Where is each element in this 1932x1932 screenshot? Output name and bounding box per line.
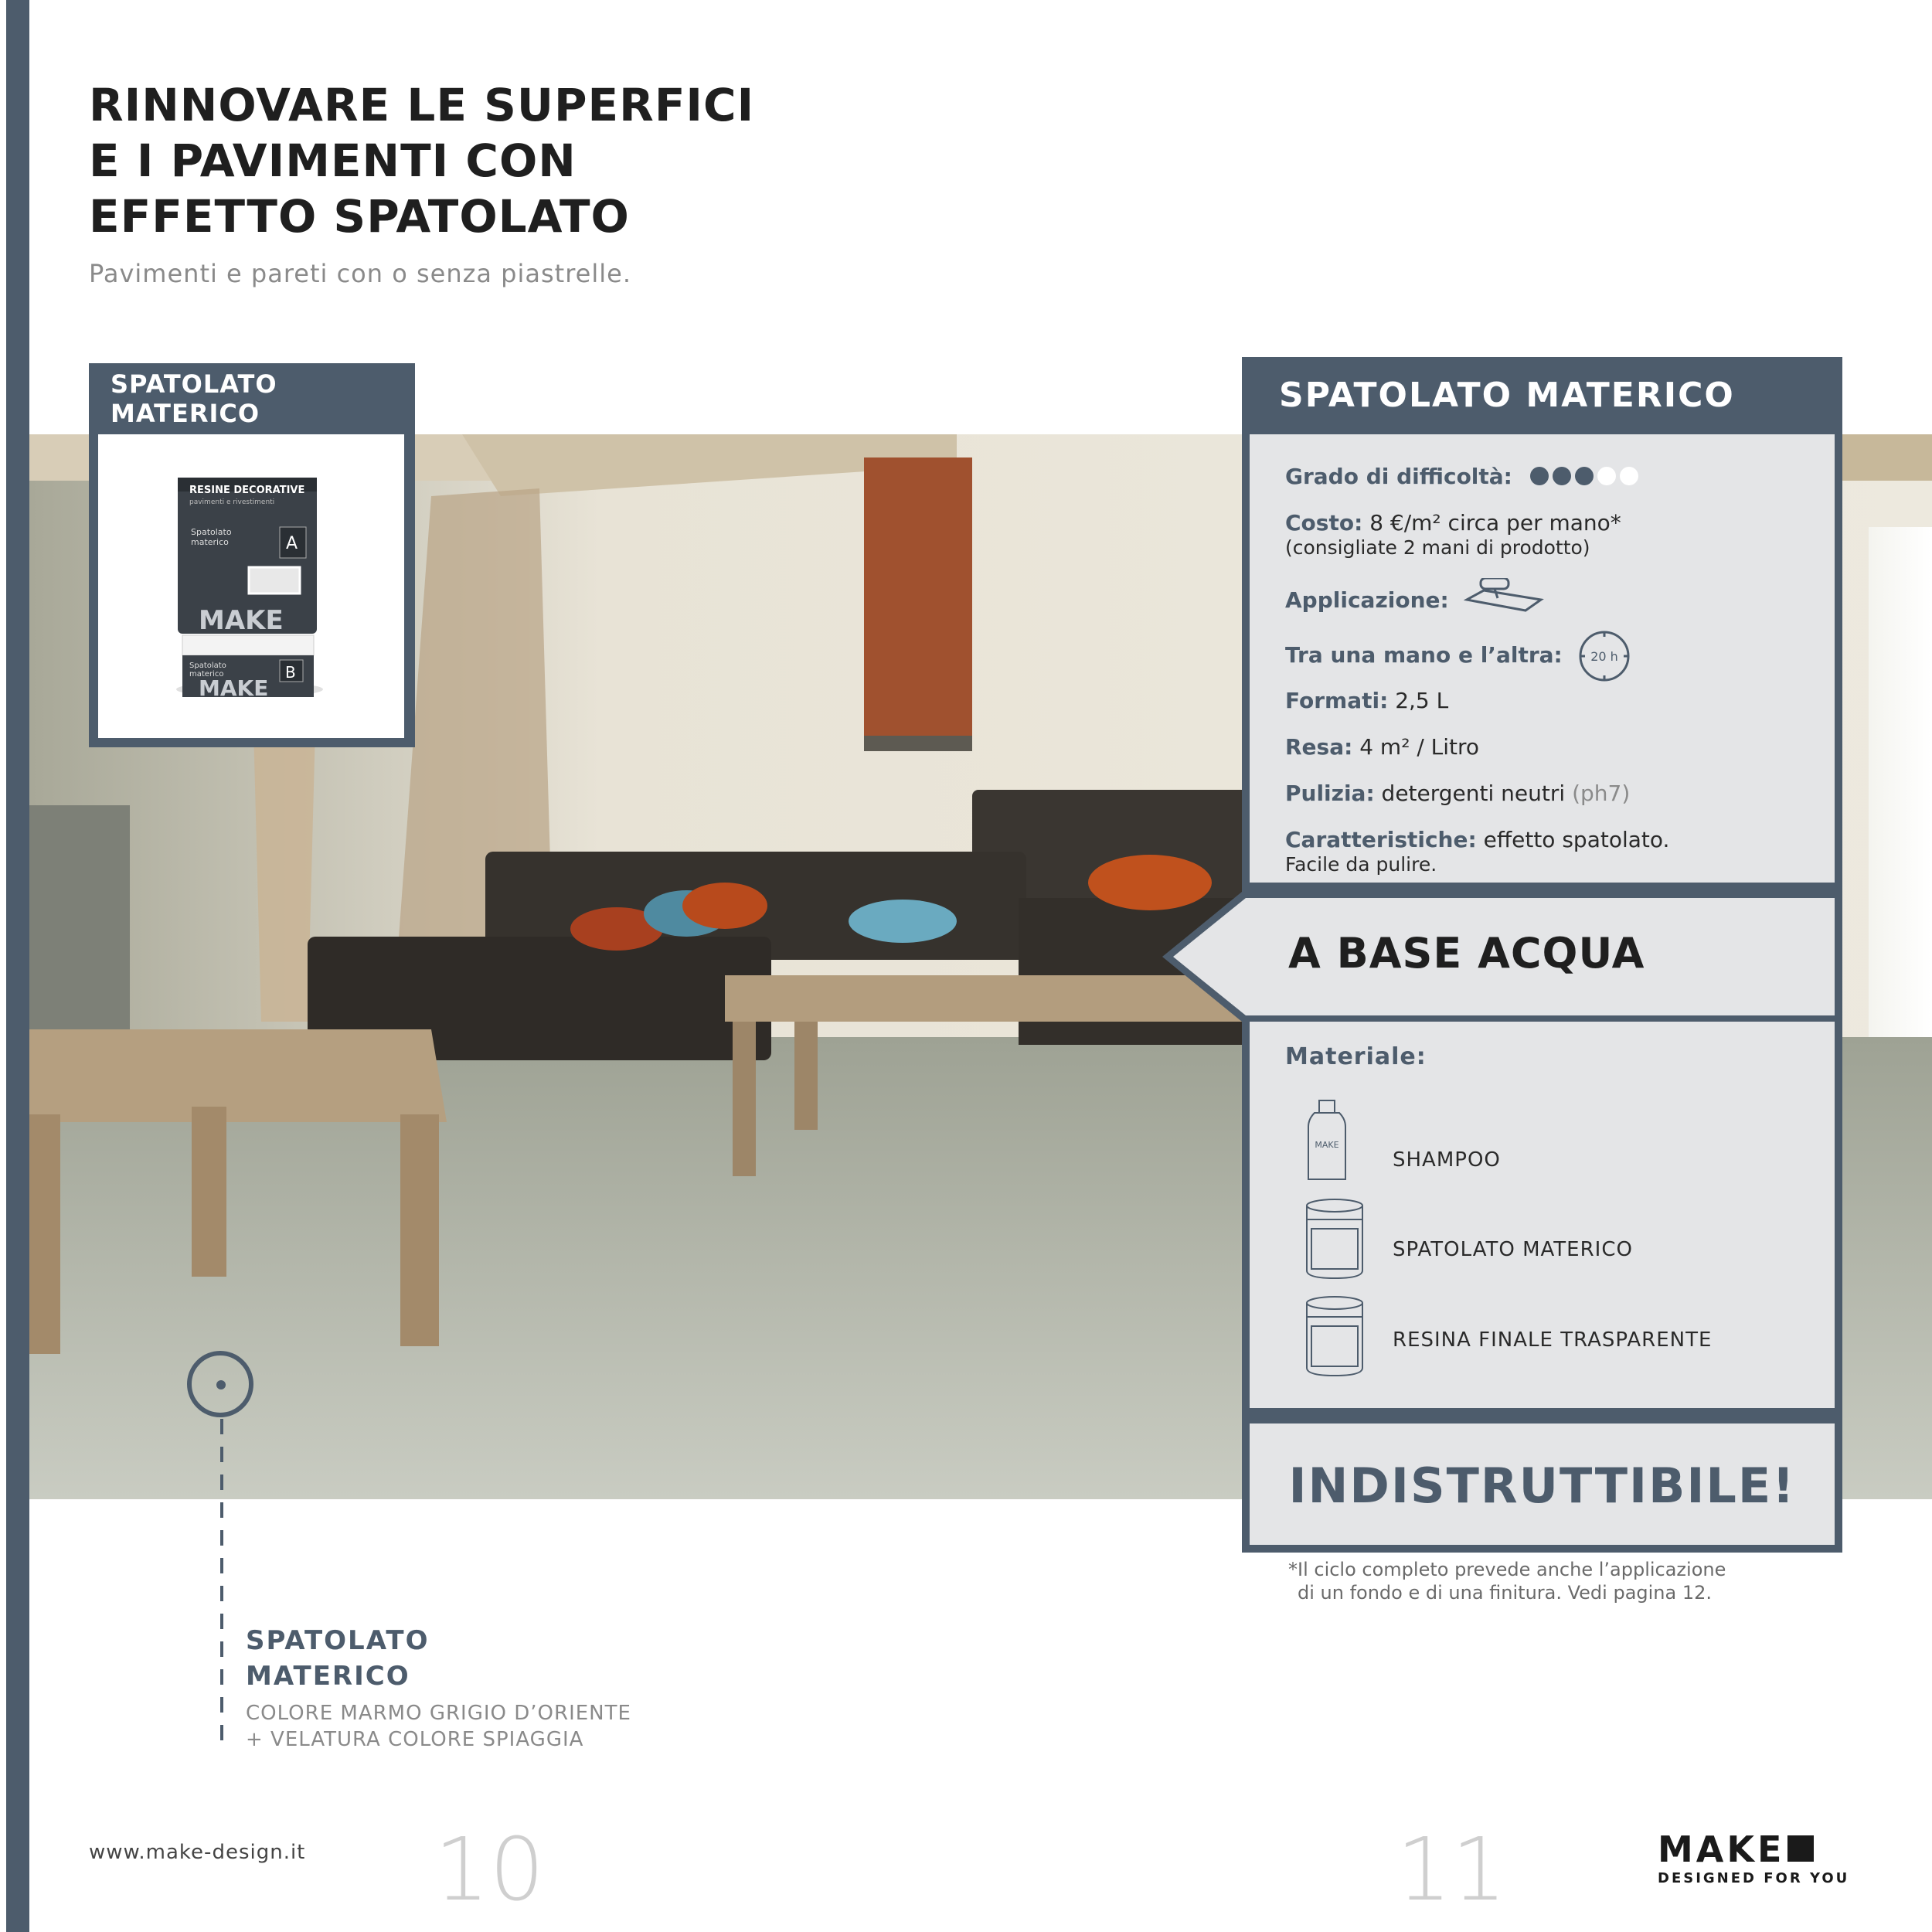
page-number-right: 11 bbox=[1396, 1820, 1507, 1920]
cleaning-value: detergenti neutri bbox=[1381, 781, 1566, 806]
cost-label: Costo: bbox=[1285, 510, 1363, 536]
cleaning-note: (ph7) bbox=[1572, 781, 1631, 806]
cost-row bbox=[1285, 510, 1621, 536]
product-card-title-line: MATERICO bbox=[111, 399, 260, 428]
materials-panel bbox=[1242, 1022, 1842, 1417]
difficulty-dot-empty bbox=[1597, 467, 1616, 485]
features-value: effetto spatolato. bbox=[1483, 827, 1670, 852]
difficulty-dot-filled bbox=[1530, 467, 1549, 485]
photo-caption bbox=[246, 1623, 631, 1753]
title-line: E I PAVIMENTI CON bbox=[89, 134, 577, 187]
tagline-body bbox=[1250, 1423, 1835, 1545]
product-image bbox=[98, 434, 404, 738]
difficulty-dot-empty bbox=[1620, 467, 1638, 485]
cost-value: 8 €/m² circa per mano* bbox=[1369, 510, 1621, 536]
tagline-panel bbox=[1242, 1417, 1842, 1553]
footnote-line: di un fondo e di una finitura. Vedi pagina 12. bbox=[1298, 1582, 1713, 1604]
caption-title-line: SPATOLATO bbox=[246, 1625, 430, 1656]
formats-value: 2,5 L bbox=[1395, 688, 1449, 713]
svg-text:MAKE: MAKE bbox=[199, 605, 284, 636]
svg-text:B: B bbox=[285, 663, 296, 682]
brand-logo bbox=[1658, 1828, 1850, 1886]
marker-dashed-line bbox=[220, 1419, 223, 1751]
trowel-icon bbox=[1464, 578, 1549, 624]
application-label: Applicazione: bbox=[1285, 587, 1449, 613]
material-item-spatolato: SPATOLATO MATERICO bbox=[1393, 1238, 1633, 1261]
product-info-panel bbox=[1242, 357, 1842, 892]
caption-sub-line: + VELATURA COLORE SPIAGGIA bbox=[246, 1728, 584, 1751]
page-number-left: 10 bbox=[434, 1820, 545, 1920]
left-accent-bar bbox=[6, 0, 29, 1932]
caption-subtitle bbox=[246, 1700, 631, 1753]
logo-word-text: MAKE bbox=[1658, 1828, 1785, 1870]
svg-text:RESINE DECORATIVE: RESINE DECORATIVE bbox=[189, 485, 305, 496]
yield-value: 4 m² / Litro bbox=[1359, 734, 1480, 760]
location-marker-dot bbox=[216, 1380, 226, 1389]
yield-label: Resa: bbox=[1285, 734, 1353, 760]
paint-can-image bbox=[98, 434, 404, 738]
cost-note: (consigliate 2 mani di prodotto) bbox=[1285, 536, 1590, 559]
logo-tagline: DESIGNED FOR YOU bbox=[1658, 1870, 1850, 1886]
material-item-shampoo: SHAMPOO bbox=[1393, 1148, 1501, 1172]
footnote bbox=[1288, 1558, 1726, 1604]
svg-text:materico: materico bbox=[189, 670, 224, 679]
features-row bbox=[1285, 827, 1669, 852]
difficulty-label: Grado di difficoltà: bbox=[1285, 464, 1512, 489]
svg-text:materico: materico bbox=[191, 537, 229, 547]
page-title bbox=[89, 77, 754, 244]
svg-text:MAKE: MAKE bbox=[1315, 1140, 1339, 1150]
caption-sub-line: COLORE MARMO GRIGIO D’ORIENTE bbox=[246, 1702, 631, 1725]
tagline-text: INDISTRUTTIBILE! bbox=[1288, 1458, 1796, 1514]
title-line: EFFETTO SPATOLATO bbox=[89, 190, 630, 243]
application-row bbox=[1285, 578, 1549, 624]
svg-text:pavimenti e rivestimenti: pavimenti e rivestimenti bbox=[189, 498, 275, 506]
materials-title: Materiale: bbox=[1285, 1043, 1427, 1070]
between-coats-row bbox=[1285, 629, 1631, 683]
footnote-line: *Il ciclo completo prevede anche l’applicazione bbox=[1288, 1559, 1726, 1580]
website-link[interactable]: www.make-design.it bbox=[89, 1841, 306, 1864]
cleaning-label: Pulizia: bbox=[1285, 781, 1375, 806]
product-card-title-line: SPATOLATO bbox=[111, 369, 277, 399]
caption-title-line: MATERICO bbox=[246, 1661, 410, 1692]
svg-text:A: A bbox=[286, 534, 298, 553]
caption-title bbox=[246, 1623, 631, 1694]
difficulty-row bbox=[1285, 464, 1642, 491]
svg-text:Spatolato: Spatolato bbox=[189, 662, 226, 670]
logo-square-icon bbox=[1787, 1835, 1814, 1862]
material-item-resina: RESINA FINALE TRASPARENTE bbox=[1393, 1328, 1713, 1352]
features-value-2: Facile da pulire. bbox=[1285, 853, 1437, 876]
logo-wordmark bbox=[1658, 1828, 1849, 1870]
svg-text:MAKE: MAKE bbox=[199, 675, 269, 701]
clock-icon bbox=[1577, 629, 1631, 683]
between-coats-label: Tra una mano e l’altra: bbox=[1285, 642, 1563, 668]
features-label: Caratteristiche: bbox=[1285, 827, 1477, 852]
difficulty-dot-filled bbox=[1575, 467, 1594, 485]
difficulty-dot-filled bbox=[1553, 467, 1571, 485]
product-card-title bbox=[111, 369, 277, 428]
can-icon bbox=[1304, 1196, 1366, 1281]
page-subtitle: Pavimenti e pareti con o senza piastrelle. bbox=[89, 259, 631, 288]
can-icon bbox=[1304, 1294, 1366, 1379]
bottle-icon bbox=[1304, 1099, 1350, 1184]
info-panel-heading: SPATOLATO MATERICO bbox=[1279, 376, 1735, 415]
between-coats-value: 20 h bbox=[1590, 649, 1618, 664]
formats-label: Formati: bbox=[1285, 688, 1389, 713]
yield-row bbox=[1285, 734, 1479, 760]
water-based-banner-text: A BASE ACQUA bbox=[1288, 929, 1645, 978]
formats-row bbox=[1285, 688, 1448, 713]
info-panel-body bbox=[1250, 434, 1835, 883]
svg-text:Spatolato: Spatolato bbox=[191, 527, 232, 537]
title-line: RINNOVARE LE SUPERFICI bbox=[89, 79, 755, 131]
product-card bbox=[89, 363, 415, 747]
materials-body bbox=[1250, 1022, 1835, 1408]
difficulty-rating bbox=[1530, 465, 1642, 491]
cleaning-row bbox=[1285, 781, 1630, 806]
